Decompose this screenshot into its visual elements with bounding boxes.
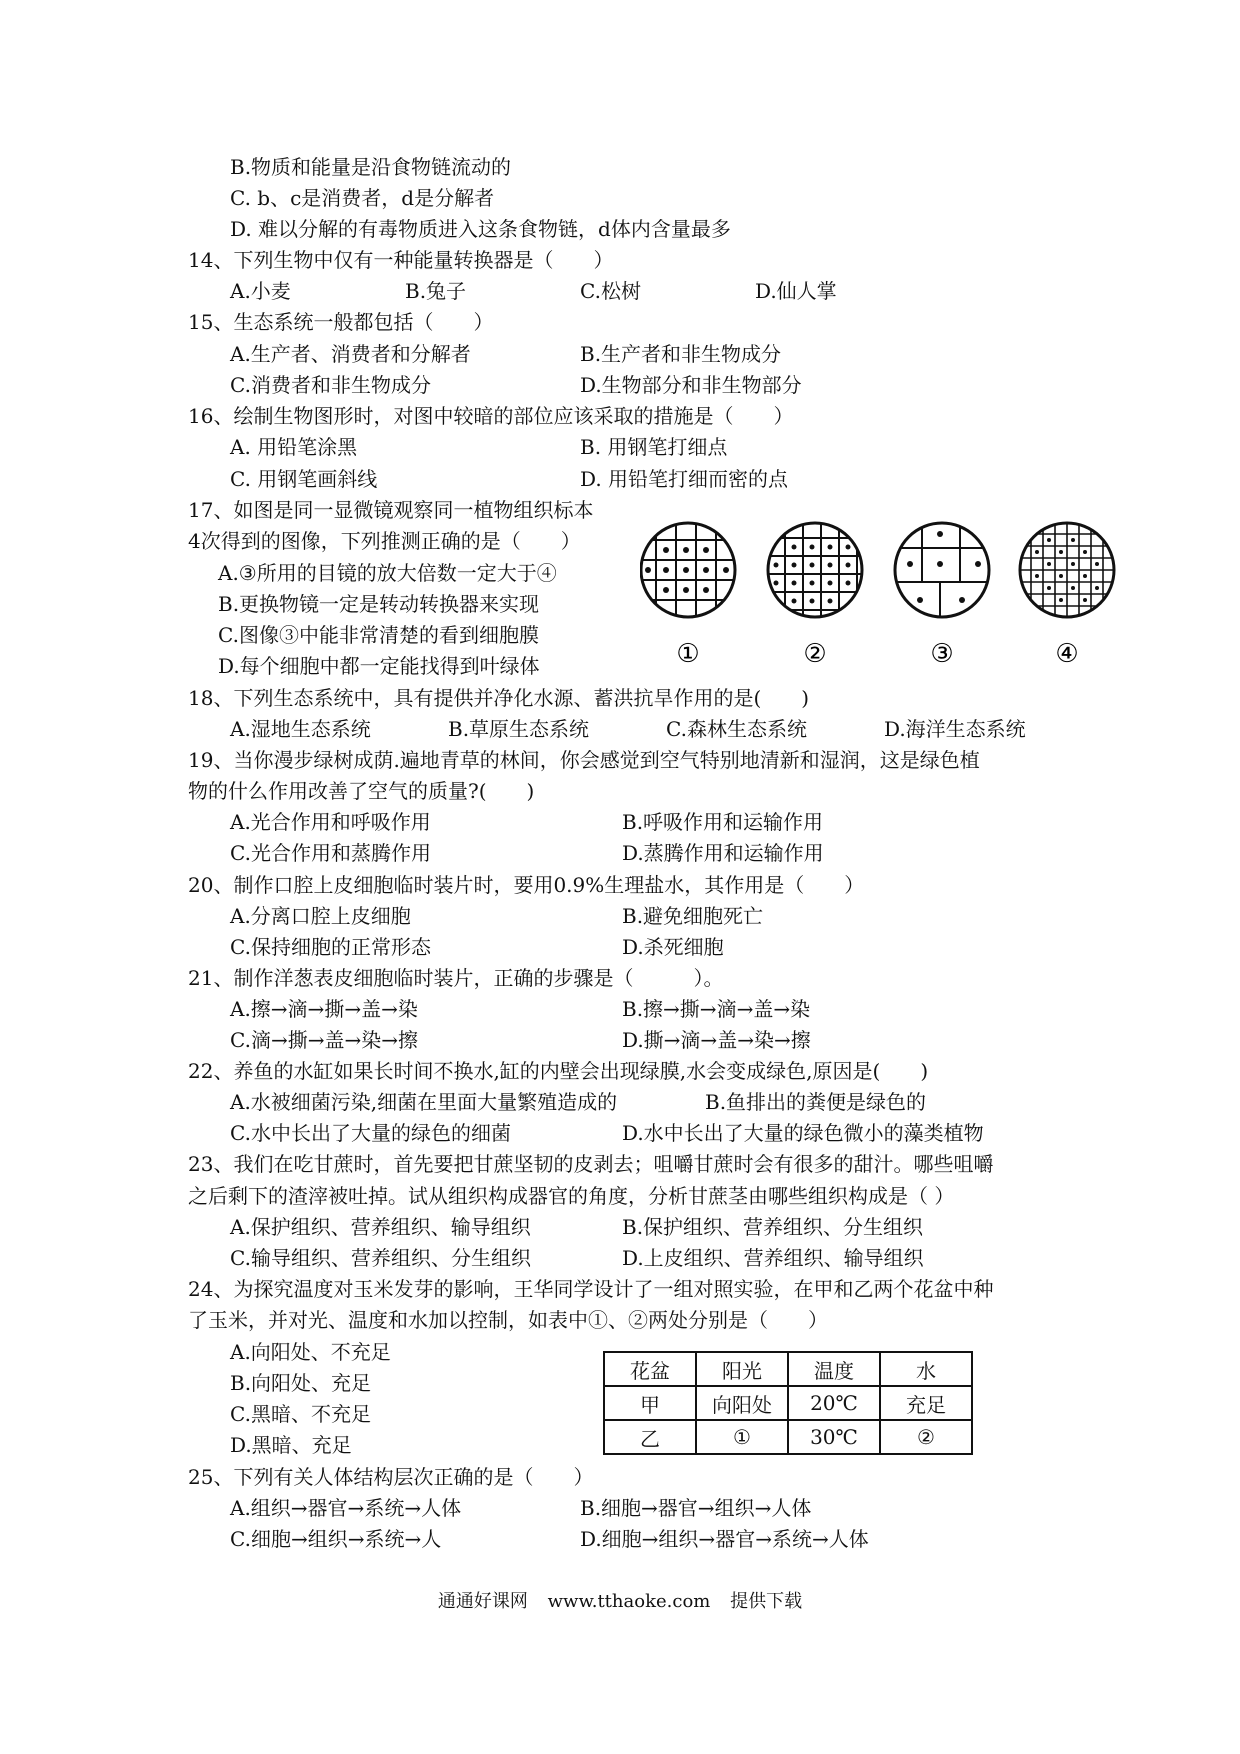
- q24-option-b: B.向阳处、充足: [230, 1371, 372, 1395]
- q13-option-d: D. 难以分解的有毒物质进入这条食物链，d体内含量最多: [230, 217, 731, 241]
- question-22: 22、养鱼的水缸如果长时间不换水,缸的内壁会出现绿膜,水会变成绿色,原因是( ): [188, 1059, 929, 1083]
- question-23-cont: 之后剩下的渣滓被吐掉。试从组织构成器官的角度，分析甘蔗茎由哪些组织构成是（ ）: [188, 1184, 955, 1208]
- q25-option-d: D.细胞→组织→器官→系统→人体: [580, 1527, 869, 1551]
- q21-option-b: B.擦→撕→滴→盖→染: [622, 997, 811, 1021]
- q13-option-c: C. b、c是消费者，d是分解者: [230, 186, 495, 210]
- q23-option-d: D.上皮组织、营养组织、输导组织: [622, 1246, 924, 1270]
- question-21: 21、制作洋葱表皮细胞临时装片，正确的步骤是（ ）。: [188, 966, 724, 990]
- q23-option-b: B.保护组织、营养组织、分生组织: [622, 1215, 924, 1239]
- question-19-cont: 物的什么作用改善了空气的质量?( ): [188, 779, 535, 803]
- figure-label-1: ①: [676, 639, 700, 669]
- table-cell: ②: [880, 1420, 972, 1454]
- q18-option-b: B.草原生态系统: [448, 717, 590, 741]
- q15-option-a: A.生产者、消费者和分解者: [230, 342, 471, 366]
- q25-option-b: B.细胞→器官→组织→人体: [580, 1496, 812, 1520]
- q14-option-a: A.小麦: [230, 279, 291, 303]
- footer-url[interactable]: www.tthaoke.com: [547, 1591, 711, 1612]
- question-15: 15、生态系统一般都包括（ ）: [188, 310, 494, 334]
- q15-option-b: B.生产者和非生物成分: [580, 342, 782, 366]
- question-17-cont: 4次得到的图像，下列推测正确的是（ ）: [188, 529, 581, 553]
- footer-site-name: 通通好课网: [437, 1591, 528, 1612]
- question-24: 24、为探究温度对玉米发芽的影响，王华同学设计了一组对照实验，在甲和乙两个花盆中种: [188, 1277, 994, 1301]
- table-header-cell: 花盆: [604, 1352, 696, 1386]
- q20-option-b: B.避免细胞死亡: [622, 904, 764, 928]
- figure-label-4: ④: [1055, 639, 1079, 669]
- figure-label-2: ②: [803, 639, 827, 669]
- question-14: 14、下列生物中仅有一种能量转换器是（ ）: [188, 248, 614, 272]
- microscope-view-4: [1015, 520, 1120, 620]
- question-23: 23、我们在吃甘蔗时，首先要把甘蔗坚韧的皮剥去；咀嚼甘蔗时会有很多的甜汁。哪些咀嚼: [188, 1152, 994, 1176]
- table-cell: 甲: [604, 1386, 696, 1420]
- q23-option-a: A.保护组织、营养组织、输导组织: [230, 1215, 531, 1239]
- q19-option-c: C.光合作用和蒸腾作用: [230, 841, 431, 865]
- q24-option-a: A.向阳处、不充足: [230, 1340, 391, 1364]
- question-17: 17、如图是同一显微镜观察同一植物组织标本: [188, 498, 594, 522]
- q14-option-c: C.松树: [580, 279, 641, 303]
- q14-option-d: D.仙人掌: [755, 279, 837, 303]
- microscope-views-figure: [640, 520, 1120, 670]
- q20-option-c: C.保持细胞的正常形态: [230, 935, 431, 959]
- q19-option-d: D.蒸腾作用和运输作用: [622, 841, 824, 865]
- q16-option-c: C. 用钢笔画斜线: [230, 467, 378, 491]
- q25-option-c: C.细胞→组织→系统→人: [230, 1527, 442, 1551]
- table-cell: 乙: [604, 1420, 696, 1454]
- question-25: 25、下列有关人体结构层次正确的是（ ）: [188, 1465, 594, 1489]
- question-18: 18、下列生态系统中，具有提供并净化水源、蓄洪抗旱作用的是( ): [188, 686, 810, 710]
- table-cell: ①: [696, 1420, 788, 1454]
- q20-option-d: D.杀死细胞: [622, 935, 724, 959]
- microscope-view-2: [760, 520, 870, 620]
- figure-label-3: ③: [930, 639, 954, 669]
- experiment-table: [603, 1351, 973, 1455]
- q22-option-d: D.水中长出了大量的绿色微小的藻类植物: [622, 1121, 984, 1145]
- q16-option-a: A. 用铅笔涂黑: [230, 435, 358, 459]
- table-row: [604, 1386, 972, 1420]
- q16-option-b: B. 用钢笔打细点: [580, 435, 728, 459]
- q17-option-d: D.每个细胞中都一定能找得到叶绿体: [218, 654, 540, 678]
- q15-option-d: D.生物部分和非生物部分: [580, 373, 802, 397]
- q13-option-b: B.物质和能量是沿食物链流动的: [230, 155, 512, 179]
- microscope-view-3: [890, 520, 1000, 620]
- q18-option-c: C.森林生态系统: [666, 717, 807, 741]
- table-cell: 20℃: [788, 1386, 880, 1420]
- table-header-cell: 阳光: [696, 1352, 788, 1386]
- q22-option-c: C.水中长出了大量的绿色的细菌: [230, 1121, 511, 1145]
- table-cell: 充足: [880, 1386, 972, 1420]
- question-19: 19、当你漫步绿树成荫.遍地青草的林间，你会感觉到空气特别地清新和湿润，这是绿色植: [188, 748, 980, 772]
- q14-option-b: B.兔子: [405, 279, 467, 303]
- footer-suffix: 提供下载: [730, 1591, 803, 1612]
- q18-option-a: A.湿地生态系统: [230, 717, 371, 741]
- q19-option-a: A.光合作用和呼吸作用: [230, 810, 431, 834]
- q25-option-a: A.组织→器官→系统→人体: [230, 1496, 462, 1520]
- q22-option-b: B.鱼排出的粪便是绿色的: [705, 1090, 927, 1114]
- q19-option-b: B.呼吸作用和运输作用: [622, 810, 824, 834]
- q17-option-a: A.③所用的目镜的放大倍数一定大于④: [218, 561, 557, 585]
- q16-option-d: D. 用铅笔打细而密的点: [580, 467, 789, 491]
- question-20: 20、制作口腔上皮细胞临时装片时，要用0.9%生理盐水，其作用是（ ）: [188, 873, 865, 897]
- page-footer: [0, 1590, 1240, 1614]
- q21-option-a: A.擦→滴→撕→盖→染: [230, 997, 418, 1021]
- q18-option-d: D.海洋生态系统: [884, 717, 1026, 741]
- q24-option-c: C.黑暗、不充足: [230, 1402, 371, 1426]
- q21-option-d: D.撕→滴→盖→染→擦: [622, 1028, 811, 1052]
- q15-option-c: C.消费者和非生物成分: [230, 373, 431, 397]
- q20-option-a: A.分离口腔上皮细胞: [230, 904, 411, 928]
- table-cell: 30℃: [788, 1420, 880, 1454]
- q17-option-b: B.更换物镜一定是转动转换器来实现: [218, 592, 540, 616]
- table-header-cell: 水: [880, 1352, 972, 1386]
- question-16: 16、绘制生物图形时，对图中较暗的部位应该采取的措施是（ ）: [188, 404, 794, 428]
- q24-option-d: D.黑暗、充足: [230, 1433, 352, 1457]
- table-header-row: [604, 1352, 972, 1386]
- table-row: [604, 1420, 972, 1454]
- q23-option-c: C.输导组织、营养组织、分生组织: [230, 1246, 531, 1270]
- question-24-cont: 了玉米，并对光、温度和水加以控制，如表中①、②两处分别是（ ）: [188, 1308, 828, 1332]
- q17-option-c: C.图像③中能非常清楚的看到细胞膜: [218, 623, 539, 647]
- table-cell: 向阳处: [696, 1386, 788, 1420]
- table-header-cell: 温度: [788, 1352, 880, 1386]
- q22-option-a: A.水被细菌污染,细菌在里面大量繁殖造成的: [230, 1090, 618, 1114]
- microscope-view-1: [640, 520, 740, 620]
- q21-option-c: C.滴→撕→盖→染→擦: [230, 1028, 418, 1052]
